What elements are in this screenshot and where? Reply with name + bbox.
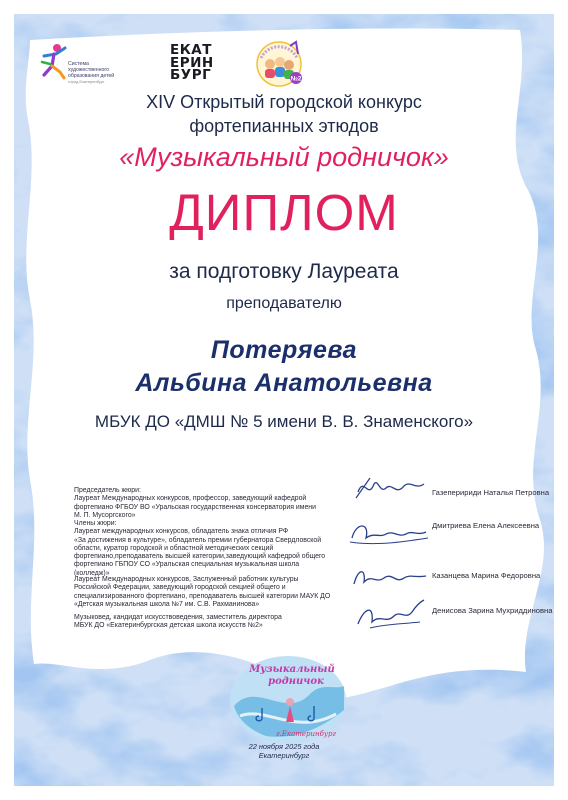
art-education-system-logo (38, 42, 148, 84)
jury-text-line: фортепиано ФГБОУ ВО «Уральская государственная консерватория имени (74, 503, 316, 511)
jury-member2-name: Казанцева Марина Федоровна (432, 571, 541, 580)
jury-text-line: «Детская музыкальная школа №7 им. С.В. Рахманинова» (74, 600, 260, 608)
ekaterinburg-logo (170, 44, 240, 86)
diploma-award-text: за подготовку Лауреата (169, 260, 399, 283)
signature-member3 (350, 594, 430, 634)
logo-text-line3: образования детей (68, 73, 115, 79)
ekb-line3: БУРГ (170, 67, 212, 83)
date-text: 22 ноября 2025 года (248, 742, 320, 751)
diploma-title: ДИПЛОМ (169, 184, 399, 241)
jury-text-line: Члены жюри: (74, 520, 117, 527)
city-text: Екатеринбург (258, 751, 310, 760)
logo-text-line4: город Екатеринбург (68, 79, 105, 84)
ekb-line1: ЕКАТ (170, 42, 212, 58)
jury-text-line: Музыковед, кандидат искусствоведения, заместитель директора (74, 614, 282, 621)
ekb-line2: ЕРИН (170, 54, 214, 71)
jury-text-line: Лауреат международных конкурсов, обладатель знака отличия РФ (74, 528, 289, 536)
signature-chair (350, 470, 430, 510)
jury-text-line: Лауреат Международных конкурсов, профессор, заведующий кафедрой (74, 495, 307, 503)
dancer-figure-icon (38, 42, 68, 80)
jury-text-line: специализированного фортепиано, преподаватель высшей категории МАУК ДО (74, 592, 331, 600)
jury-member3-name: Денисова Зарина Мухриддиновна (432, 606, 553, 615)
jury-text-line: (колледж)» (74, 569, 110, 577)
music-spring-emblem-icon (226, 650, 350, 746)
contest-header-line2: фортепианных этюдов (189, 116, 379, 136)
jury-text-line: МБУК ДО «Екатеринбургская детская школа искусств №2» (74, 622, 263, 630)
jury-text-line: фортепиано ГБПОУ СО «Уральская специальная музыкальная школа (74, 561, 300, 569)
jury-member2-description (74, 576, 336, 609)
children-emblem-icon (252, 36, 306, 90)
jury-member3-description (74, 614, 336, 631)
diploma-date (210, 742, 358, 760)
signature-member2 (346, 560, 432, 596)
jury-text-line: Председатель жюри: (74, 487, 141, 494)
jury-text-line: «За достижения в культуре», обладатель премии губернатора Свердловской (74, 536, 322, 544)
signature-member1 (346, 512, 432, 552)
contest-header-line1: XIV Открытый городской конкурс (146, 92, 422, 112)
footer-logo-text3: г.Екатеринбург (276, 730, 336, 738)
logo-text-line1: Система (68, 61, 89, 67)
jury-text-line: Лауреат Международных конкурсов, Заслуженный работник культуры (74, 576, 299, 583)
recipient-surname: Потеряева (210, 336, 358, 364)
contest-title: «Музыкальный родничок» (119, 142, 449, 172)
footer-logo-text2: родничок (268, 676, 324, 687)
jury-member1-name: Дмитриева Елена Алексеевна (432, 521, 540, 530)
jury-chair-description (74, 487, 336, 520)
jury-text-line: области, куратор городской и областной методических секций (74, 544, 274, 552)
jury-member1-description (74, 520, 336, 578)
school-emblem-logo (252, 36, 306, 90)
recipient-institution: МБУК ДО «ДМШ № 5 имени В. В. Знаменского» (94, 412, 474, 431)
recipient-role: преподавателю (226, 295, 342, 312)
music-spring-footer-logo (226, 650, 350, 746)
logo-text-line2: художественного (68, 67, 110, 73)
jury-text-line: фортепиано,преподаватель высшей категории,заведующий кафедрой общего (74, 553, 326, 561)
jury-text-line: Российской Федерации, заведующий городской секцией общего и (74, 584, 286, 592)
recipient-given-names: Альбина Анатольевна (135, 369, 433, 397)
footer-logo-text1: Музыкальный (249, 664, 335, 675)
emblem-badge: №2 (290, 75, 302, 83)
jury-text-line: М. П. Мусоргского» (74, 511, 136, 519)
jury-chair-name: Газеперириди Наталья Петровна (432, 488, 550, 497)
